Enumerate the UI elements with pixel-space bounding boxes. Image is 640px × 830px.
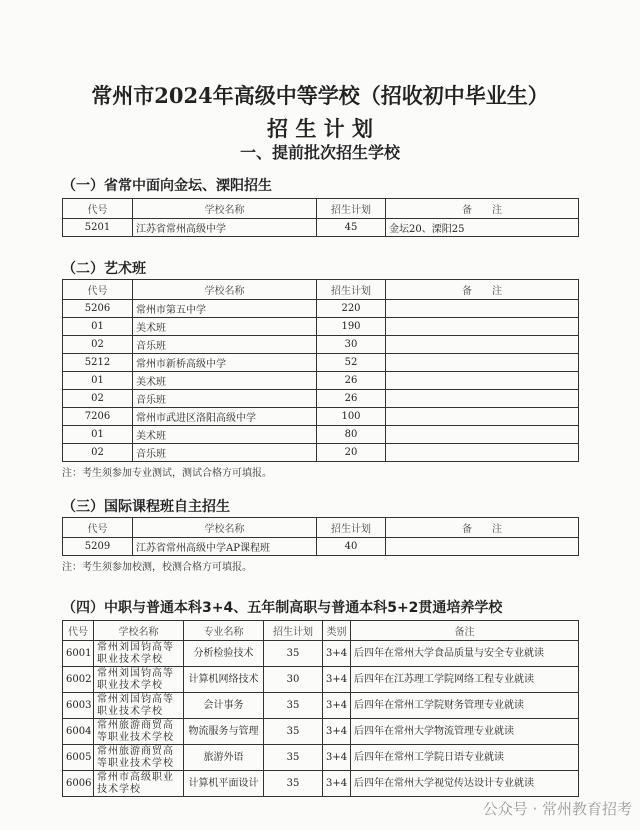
- table-row: [63, 354, 579, 372]
- table-cell: 01: [63, 318, 133, 336]
- table-cell: 常州市新桥高级中学: [133, 354, 317, 372]
- table-cell: 常州刘国钧高等职业技术学校: [94, 693, 184, 719]
- table-cell: 6006: [63, 771, 94, 797]
- table-cell: [386, 372, 579, 390]
- column-header: 学校名称: [133, 518, 317, 538]
- table-cell: 音乐班: [133, 390, 317, 408]
- table-cell: [386, 390, 579, 408]
- title-line2: 招 生 计 划: [267, 116, 373, 141]
- watermark: 公众号 · 常州教育招考: [482, 800, 632, 818]
- column-header: 招生计划: [264, 621, 323, 641]
- table-cell: 3+4: [323, 641, 351, 667]
- table-cell: 常州市第五中学: [133, 300, 317, 318]
- table-cell: [386, 538, 579, 556]
- table-cell: 30: [317, 336, 386, 354]
- header-row: [63, 280, 579, 300]
- table-cell: 01: [63, 426, 133, 444]
- table-cell: 物流服务与管理: [184, 719, 264, 745]
- table-cell: 35: [264, 771, 323, 797]
- column-header: 代号: [63, 199, 133, 219]
- table-row: [63, 426, 579, 444]
- table-cell: 旅游外语: [184, 745, 264, 771]
- table-cell: 音乐班: [133, 444, 317, 462]
- table-cell: 5201: [63, 219, 133, 237]
- table-row: [63, 372, 579, 390]
- table-row: [63, 667, 579, 693]
- table-cell: 30: [264, 667, 323, 693]
- table-cell: 35: [264, 745, 323, 771]
- table-cell: 5209: [63, 538, 133, 556]
- table-cell: 35: [264, 641, 323, 667]
- table-row: [63, 390, 579, 408]
- section-heading: （三）国际课程班自主招生: [62, 499, 230, 515]
- table-cell: 52: [317, 354, 386, 372]
- table-cell: 45: [317, 219, 386, 237]
- table-cell: 6004: [63, 719, 94, 745]
- table-cell: 26: [317, 390, 386, 408]
- column-header: 学校名称: [133, 199, 317, 219]
- table-row: [63, 300, 579, 318]
- table-cell: 220: [317, 300, 386, 318]
- table-row: [63, 538, 579, 556]
- table-cell: 5212: [63, 354, 133, 372]
- table-row: [63, 444, 579, 462]
- header-row: [63, 518, 579, 538]
- column-header: 类别: [323, 621, 351, 641]
- table-cell: 3+4: [323, 745, 351, 771]
- table-cell: 35: [264, 719, 323, 745]
- table-cell: 40: [317, 538, 386, 556]
- column-header: 备 注: [386, 518, 579, 538]
- table-cell: 3+4: [323, 719, 351, 745]
- column-header: 代号: [63, 518, 133, 538]
- column-header: 备 注: [386, 199, 579, 219]
- table-cell: 80: [317, 426, 386, 444]
- section-heading: （一）省常中面向金坛、溧阳招生: [62, 178, 272, 194]
- table-cell: 3+4: [323, 771, 351, 797]
- table-cell: 6003: [63, 693, 94, 719]
- table-cell: 后四年在常州大学物流管理专业就读: [351, 719, 579, 745]
- table-row: [63, 693, 579, 719]
- plan-table: [62, 279, 579, 462]
- table-cell: 江苏省常州高级中学AP课程班: [133, 538, 317, 556]
- table-row: [63, 408, 579, 426]
- table-cell: 金坛20、溧阳25: [386, 219, 579, 237]
- table-cell: 美术班: [133, 426, 317, 444]
- table-cell: 江苏省常州高级中学: [133, 219, 317, 237]
- section-heading: （四）中职与普通本科3+4、五年制高职与普通本科5+2贯通培养学校: [62, 600, 503, 616]
- table-cell: 计算机平面设计: [184, 771, 264, 797]
- table-row: [63, 745, 579, 771]
- table-cell: [386, 444, 579, 462]
- column-header: 代号: [63, 621, 94, 641]
- table-cell: 190: [317, 318, 386, 336]
- table-cell: [386, 300, 579, 318]
- plan-table: [62, 620, 579, 797]
- table-cell: 100: [317, 408, 386, 426]
- table-cell: 美术班: [133, 372, 317, 390]
- table-cell: [386, 426, 579, 444]
- column-header: 学校名称: [94, 621, 184, 641]
- table-cell: 会计事务: [184, 693, 264, 719]
- table-note: 注：考生须参加校测，校测合格方可填报。: [62, 562, 252, 573]
- table-cell: 计算机网络技术: [184, 667, 264, 693]
- title-line1: 常州市2024年高级中等学校（招收初中毕业生）: [91, 83, 549, 108]
- table-cell: [386, 408, 579, 426]
- column-header: 代号: [63, 280, 133, 300]
- table-cell: 分析检验技术: [184, 641, 264, 667]
- column-header: 学校名称: [133, 280, 317, 300]
- table-cell: 7206: [63, 408, 133, 426]
- column-header: 招生计划: [317, 518, 386, 538]
- plan-table: [62, 198, 579, 237]
- table-cell: 26: [317, 372, 386, 390]
- section-heading: （二）艺术班: [62, 261, 146, 277]
- table-cell: 后四年在常州工学院日语专业就读: [351, 745, 579, 771]
- table-cell: 6001: [63, 641, 94, 667]
- plan-table: [62, 517, 579, 556]
- header-row: [63, 621, 579, 641]
- table-row: [63, 641, 579, 667]
- table-row: [63, 318, 579, 336]
- table-cell: 3+4: [323, 693, 351, 719]
- column-header: 招生计划: [317, 280, 386, 300]
- column-header: 招生计划: [317, 199, 386, 219]
- table-cell: 美术班: [133, 318, 317, 336]
- table-cell: 6005: [63, 745, 94, 771]
- table-cell: 后四年在江苏理工学院网络工程专业就读: [351, 667, 579, 693]
- table-cell: 常州旅游商贸高等职业技术学校: [94, 745, 184, 771]
- table-cell: 常州市高级职业技术学校: [94, 771, 184, 797]
- table-cell: 常州市武进区洛阳高级中学: [133, 408, 317, 426]
- table-cell: 常州刘国钧高等职业技术学校: [94, 667, 184, 693]
- table-row: [63, 771, 579, 797]
- table-cell: 3+4: [323, 667, 351, 693]
- table-cell: 后四年在常州大学视觉传达设计专业就读: [351, 771, 579, 797]
- table-cell: [386, 318, 579, 336]
- table-cell: [386, 354, 579, 372]
- column-header: 备 注: [386, 280, 579, 300]
- table-cell: 6002: [63, 667, 94, 693]
- table-row: [63, 219, 579, 237]
- table-cell: 5206: [63, 300, 133, 318]
- table-cell: 后四年在常州工学院财务管理专业就读: [351, 693, 579, 719]
- table-cell: 常州旅游商贸高等职业技术学校: [94, 719, 184, 745]
- title-line3: 一、提前批次招生学校: [239, 143, 400, 162]
- table-row: [63, 719, 579, 745]
- table-note: 注：考生须参加专业测试，测试合格方可填报。: [62, 468, 272, 479]
- header-row: [63, 199, 579, 219]
- table-cell: [386, 336, 579, 354]
- table-cell: 02: [63, 390, 133, 408]
- table-row: [63, 336, 579, 354]
- table-cell: 音乐班: [133, 336, 317, 354]
- column-header: 专业名称: [184, 621, 264, 641]
- table-cell: 02: [63, 336, 133, 354]
- table-cell: 02: [63, 444, 133, 462]
- column-header: 备注: [351, 621, 579, 641]
- table-cell: 35: [264, 693, 323, 719]
- table-cell: 常州刘国钧高等职业技术学校: [94, 641, 184, 667]
- table-cell: 01: [63, 372, 133, 390]
- table-cell: 20: [317, 444, 386, 462]
- table-cell: 后四年在常州大学食品质量与安全专业就读: [351, 641, 579, 667]
